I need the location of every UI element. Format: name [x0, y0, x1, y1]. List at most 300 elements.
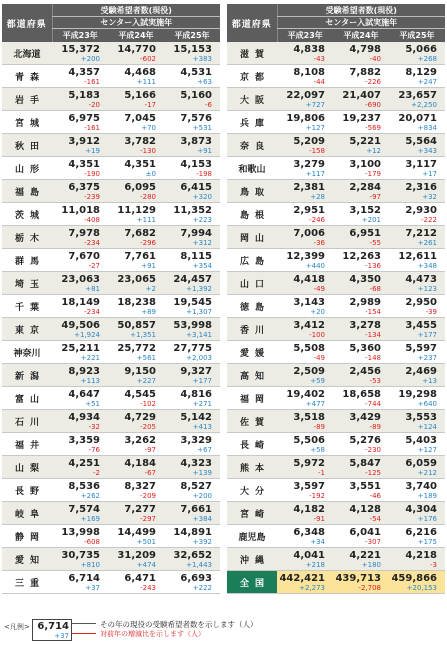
prefecture-name: 栃木	[2, 226, 52, 249]
applicant-count: 5,221	[349, 135, 381, 147]
applicant-count: 2,989	[349, 296, 381, 308]
yoy-change: -32	[88, 422, 100, 431]
prefecture-name: 全国	[227, 571, 277, 594]
table-row	[227, 341, 445, 364]
year-cell	[52, 525, 108, 548]
yoy-change: +810	[80, 560, 100, 569]
yoy-change: -230	[365, 445, 381, 454]
year-cell	[164, 203, 220, 226]
legend-sample-box	[32, 619, 72, 641]
prefecture-name: 茨城	[2, 203, 52, 226]
year-cell	[277, 433, 333, 456]
applicant-count: 15,153	[173, 43, 212, 55]
year-cell	[52, 571, 108, 594]
yoy-change: +175	[417, 537, 437, 546]
pref-header: 都道府県	[2, 4, 52, 42]
year-cell	[108, 571, 164, 594]
year-cell	[277, 525, 333, 548]
yoy-change: ±0	[145, 169, 156, 178]
year-cell	[333, 410, 389, 433]
year-cell	[333, 318, 389, 341]
year-cell	[52, 456, 108, 479]
applicant-count: 30,735	[61, 549, 100, 561]
year-cell	[389, 525, 445, 548]
yoy-change: +32	[422, 192, 437, 201]
prefecture-name: 埼玉	[2, 272, 52, 295]
year-cell	[333, 502, 389, 525]
table-row	[227, 42, 445, 65]
yoy-change: +2,273	[299, 583, 325, 592]
applicant-count: 8,923	[68, 365, 100, 377]
year-cell	[164, 88, 220, 111]
yoy-change: +200	[192, 491, 212, 500]
applicant-count: 8,129	[405, 66, 437, 78]
yoy-change: -39	[425, 307, 437, 316]
yoy-change: -68	[369, 284, 381, 293]
applicant-count: 7,882	[349, 66, 381, 78]
yoy-change: +271	[192, 399, 212, 408]
yoy-change: +17	[422, 169, 437, 178]
yoy-change: -148	[365, 353, 381, 362]
yoy-change: +477	[305, 399, 325, 408]
year-cell	[277, 295, 333, 318]
prefecture-name: 長野	[2, 479, 52, 502]
year-cell	[277, 479, 333, 502]
year-cell	[52, 341, 108, 364]
applicant-count: 5,276	[349, 434, 381, 446]
yoy-change: -134	[365, 330, 381, 339]
right-table-body	[227, 42, 445, 594]
year-cell	[164, 548, 220, 571]
table-row	[2, 479, 220, 502]
yoy-change: -158	[309, 146, 325, 155]
prefecture-name: 新潟	[2, 364, 52, 387]
yoy-change: -17	[144, 100, 156, 109]
applicant-count: 3,329	[180, 434, 212, 446]
applicant-count: 13,998	[61, 526, 100, 538]
year-cell	[333, 571, 389, 594]
yoy-change: -239	[84, 192, 100, 201]
yoy-change: +474	[136, 560, 156, 569]
year-cell	[52, 249, 108, 272]
applicant-count: 8,327	[124, 480, 156, 492]
year-header: 平成24年	[333, 29, 389, 43]
applicant-count: 5,360	[349, 342, 381, 354]
yoy-change: +440	[305, 261, 325, 270]
prefecture-name: 兵庫	[227, 111, 277, 134]
prefecture-name: 三重	[2, 571, 52, 594]
year-cell	[277, 571, 333, 594]
year-cell	[389, 111, 445, 134]
year-cell	[52, 295, 108, 318]
year-cell	[108, 479, 164, 502]
year-cell	[52, 410, 108, 433]
year-cell	[108, 410, 164, 433]
prefecture-name: 島根	[227, 203, 277, 226]
yoy-change: +89	[141, 307, 156, 316]
year-cell	[52, 88, 108, 111]
applicant-count: 19,545	[173, 296, 212, 308]
table-row	[227, 456, 445, 479]
applicant-count: 23,657	[398, 89, 437, 101]
year-cell	[164, 272, 220, 295]
yoy-change: -36	[313, 238, 325, 247]
applicant-count: 8,527	[180, 480, 212, 492]
year-cell	[333, 433, 389, 456]
applicant-count: 5,066	[405, 43, 437, 55]
year-cell	[52, 65, 108, 88]
applicant-count: 3,518	[293, 411, 325, 423]
yoy-change: -243	[140, 583, 156, 592]
year-cell	[164, 410, 220, 433]
applicant-count: 4,041	[293, 549, 325, 561]
year-cell	[108, 249, 164, 272]
yoy-change: +268	[417, 54, 437, 63]
year-header: 平成25年	[164, 29, 220, 43]
applicant-count: 3,553	[405, 411, 437, 423]
yoy-change: +117	[305, 169, 325, 178]
year-cell	[277, 65, 333, 88]
prefecture-name: 長崎	[227, 433, 277, 456]
year-cell	[164, 456, 220, 479]
applicant-count: 5,403	[405, 434, 437, 446]
yoy-change: +262	[80, 491, 100, 500]
yoy-change: -198	[196, 169, 212, 178]
yoy-change: +127	[417, 445, 437, 454]
applicant-count: 7,994	[180, 227, 212, 239]
yoy-change: +2,003	[186, 353, 212, 362]
applicant-count: 14,499	[117, 526, 156, 538]
year-cell	[389, 502, 445, 525]
yoy-change: +3,141	[186, 330, 212, 339]
applicant-count: 3,262	[124, 434, 156, 446]
year-cell	[52, 272, 108, 295]
year-cell	[333, 203, 389, 226]
applicant-count: 5,564	[405, 135, 437, 147]
prefecture-name: 北海道	[2, 42, 52, 65]
yoy-change: -222	[421, 215, 437, 224]
yoy-change: +20,153	[406, 583, 437, 592]
right-table	[227, 4, 445, 594]
yoy-change: -20	[88, 100, 100, 109]
year-cell	[164, 387, 220, 410]
applicant-count: 11,018	[61, 204, 100, 216]
yoy-change: +177	[417, 330, 437, 339]
year-cell	[389, 203, 445, 226]
prefecture-name: 香川	[227, 318, 277, 341]
applicant-count: 6,059	[405, 457, 437, 469]
yoy-change: +200	[80, 54, 100, 63]
applicant-count: 2,951	[293, 204, 325, 216]
table-row	[2, 88, 220, 111]
applicant-count: 2,456	[349, 365, 381, 377]
applicant-count: 2,930	[405, 204, 437, 216]
applicant-count: 5,209	[293, 135, 325, 147]
applicants-header: 受験希望者数(現役)	[277, 4, 445, 17]
applicant-count: 5,183	[68, 89, 100, 101]
prefecture-name: 福岡	[227, 387, 277, 410]
yoy-change: +531	[192, 123, 212, 132]
yoy-change: +63	[197, 77, 212, 86]
table-row	[2, 502, 220, 525]
year-cell	[52, 42, 108, 65]
applicant-count: 7,006	[293, 227, 325, 239]
applicant-count: 3,117	[405, 158, 437, 170]
applicant-count: 7,661	[180, 503, 212, 515]
year-cell	[108, 272, 164, 295]
yoy-change: -205	[140, 422, 156, 431]
year-cell	[277, 272, 333, 295]
yoy-change: +727	[305, 100, 325, 109]
applicant-count: 6,415	[180, 181, 212, 193]
applicant-count: 50,857	[117, 319, 156, 331]
yoy-change: +201	[361, 215, 381, 224]
year-cell	[108, 525, 164, 548]
yoy-change: +51	[85, 399, 100, 408]
applicant-count: 49,506	[61, 319, 100, 331]
year-cell	[164, 525, 220, 548]
year-cell	[389, 571, 445, 594]
year-cell	[333, 111, 389, 134]
applicant-count: 24,457	[173, 273, 212, 285]
yoy-change: -49	[313, 353, 325, 362]
applicant-count: 4,218	[405, 549, 437, 561]
year-cell	[52, 157, 108, 180]
year-cell	[277, 88, 333, 111]
applicant-count: 25,772	[117, 342, 156, 354]
prefecture-name: 東京	[2, 318, 52, 341]
applicant-count: 4,251	[68, 457, 100, 469]
legend-leader-line	[72, 633, 96, 634]
yoy-change: -46	[369, 491, 381, 500]
applicant-count: 5,972	[293, 457, 325, 469]
yoy-change: -53	[369, 376, 381, 385]
applicant-count: 6,951	[349, 227, 381, 239]
applicant-count: 23,063	[61, 273, 100, 285]
applicant-count: 4,351	[124, 158, 156, 170]
applicant-count: 3,278	[349, 319, 381, 331]
legend-label: <凡例>	[4, 623, 30, 631]
year-cell	[164, 134, 220, 157]
yoy-change: +212	[417, 468, 437, 477]
yoy-change: -136	[365, 261, 381, 270]
yoy-change: -1	[318, 468, 325, 477]
applicants-header: 受験希望者数(現役)	[52, 4, 220, 17]
table-row	[227, 525, 445, 548]
table-row	[2, 226, 220, 249]
table-row	[227, 180, 445, 203]
year-cell	[52, 203, 108, 226]
yoy-change: -161	[84, 77, 100, 86]
legend-sample-value: 6,714	[37, 621, 69, 632]
yoy-change: +247	[417, 77, 437, 86]
year-cell	[389, 295, 445, 318]
yoy-change: -280	[140, 192, 156, 201]
prefecture-name: 千葉	[2, 295, 52, 318]
table-row	[227, 387, 445, 410]
applicant-count: 459,866	[391, 572, 437, 584]
prefecture-name: 福島	[2, 180, 52, 203]
table-row	[227, 226, 445, 249]
prefecture-name: 福井	[2, 433, 52, 456]
applicant-count: 3,152	[349, 204, 381, 216]
yoy-change: +127	[305, 123, 325, 132]
applicant-count: 31,209	[117, 549, 156, 561]
yoy-change: +383	[192, 54, 212, 63]
prefecture-name: 岐阜	[2, 502, 52, 525]
yoy-change: -690	[365, 100, 381, 109]
table-row	[2, 111, 220, 134]
yoy-change: -97	[369, 192, 381, 201]
applicant-count: 14,891	[173, 526, 212, 538]
year-cell	[277, 203, 333, 226]
year-cell	[389, 226, 445, 249]
yoy-change: +640	[417, 399, 437, 408]
yoy-change: +320	[192, 192, 212, 201]
yoy-change: -2,708	[358, 583, 381, 592]
applicant-count: 25,211	[61, 342, 100, 354]
year-header: 平成25年	[389, 29, 445, 43]
prefecture-name: 沖縄	[227, 548, 277, 571]
applicant-count: 6,471	[124, 572, 156, 584]
prefecture-name: 秋田	[2, 134, 52, 157]
year-cell	[108, 88, 164, 111]
yoy-change: -2	[93, 468, 100, 477]
pref-header: 都道府県	[227, 4, 277, 42]
table-row	[2, 548, 220, 571]
yoy-change: +67	[197, 445, 212, 454]
yoy-change: +34	[310, 537, 325, 546]
applicant-count: 4,934	[68, 411, 100, 423]
year-cell	[52, 318, 108, 341]
applicant-count: 4,153	[180, 158, 212, 170]
year-cell	[333, 134, 389, 157]
prefecture-name: 青森	[2, 65, 52, 88]
year-cell	[164, 433, 220, 456]
year-cell	[389, 180, 445, 203]
exam-year-header: センター入試実施年	[277, 17, 445, 29]
prefecture-name: 奈良	[227, 134, 277, 157]
prefecture-name: 鹿児島	[227, 525, 277, 548]
yoy-change: +1,924	[74, 330, 100, 339]
year-cell	[277, 157, 333, 180]
applicant-count: 2,469	[405, 365, 437, 377]
applicant-count: 3,873	[180, 135, 212, 147]
year-cell	[108, 134, 164, 157]
yoy-change: +221	[80, 353, 100, 362]
applicant-count: 6,975	[68, 112, 100, 124]
yoy-change: +37	[85, 583, 100, 592]
yoy-change: +348	[417, 261, 437, 270]
applicant-count: 7,670	[68, 250, 100, 262]
applicant-count: 19,237	[342, 112, 381, 124]
prefecture-name: 大阪	[227, 88, 277, 111]
applicant-count: 2,316	[405, 181, 437, 193]
yoy-change: +237	[417, 353, 437, 362]
year-cell	[52, 548, 108, 571]
yoy-change: +261	[417, 238, 437, 247]
year-cell	[389, 249, 445, 272]
applicant-count: 8,536	[68, 480, 100, 492]
yoy-change: -569	[365, 123, 381, 132]
table-row	[227, 318, 445, 341]
applicant-count: 3,782	[124, 135, 156, 147]
year-cell	[108, 295, 164, 318]
yoy-change: +222	[192, 583, 212, 592]
yoy-change: -307	[365, 537, 381, 546]
applicant-count: 11,129	[117, 204, 156, 216]
applicant-count: 53,998	[173, 319, 212, 331]
yoy-change: -27	[88, 261, 100, 270]
year-cell	[333, 341, 389, 364]
yoy-change: -3	[430, 560, 437, 569]
applicant-count: 4,350	[349, 273, 381, 285]
applicant-count: 4,221	[349, 549, 381, 561]
applicant-count: 7,576	[180, 112, 212, 124]
applicant-count: 6,375	[68, 181, 100, 193]
applicant-count: 6,095	[124, 181, 156, 193]
prefecture-name: 佐賀	[227, 410, 277, 433]
year-cell	[164, 111, 220, 134]
yoy-change: +223	[192, 215, 212, 224]
year-cell	[333, 525, 389, 548]
yoy-change: +91	[141, 261, 156, 270]
table-row	[227, 88, 445, 111]
applicant-count: 3,597	[293, 480, 325, 492]
year-cell	[277, 548, 333, 571]
prefecture-name: 山口	[227, 272, 277, 295]
yoy-change: -602	[140, 54, 156, 63]
applicant-count: 3,100	[349, 158, 381, 170]
year-header: 平成23年	[277, 29, 333, 43]
applicant-count: 27,775	[173, 342, 212, 354]
yoy-change: +227	[136, 376, 156, 385]
year-cell	[108, 433, 164, 456]
year-cell	[164, 42, 220, 65]
prefecture-name: 高知	[227, 364, 277, 387]
year-cell	[164, 364, 220, 387]
applicant-count: 3,740	[405, 480, 437, 492]
table-row	[227, 65, 445, 88]
yoy-change: +113	[80, 376, 100, 385]
table-row	[227, 364, 445, 387]
prefecture-name: 岩手	[2, 88, 52, 111]
year-cell	[52, 433, 108, 456]
applicant-count: 7,277	[124, 503, 156, 515]
table-row	[2, 387, 220, 410]
year-cell	[333, 548, 389, 571]
applicant-count: 3,429	[349, 411, 381, 423]
applicant-count: 3,551	[349, 480, 381, 492]
yoy-change: +58	[310, 445, 325, 454]
year-cell	[164, 157, 220, 180]
year-cell	[333, 479, 389, 502]
yoy-change: +392	[192, 537, 212, 546]
applicant-count: 2,950	[405, 296, 437, 308]
yoy-change: -100	[309, 330, 325, 339]
year-cell	[277, 180, 333, 203]
year-cell	[389, 134, 445, 157]
yoy-change: +2,250	[411, 100, 437, 109]
year-cell	[108, 502, 164, 525]
year-cell	[333, 42, 389, 65]
applicant-count: 18,658	[342, 388, 381, 400]
year-cell	[164, 65, 220, 88]
yoy-change: +70	[141, 123, 156, 132]
year-cell	[164, 479, 220, 502]
yoy-change: +1,392	[186, 284, 212, 293]
year-cell	[277, 42, 333, 65]
